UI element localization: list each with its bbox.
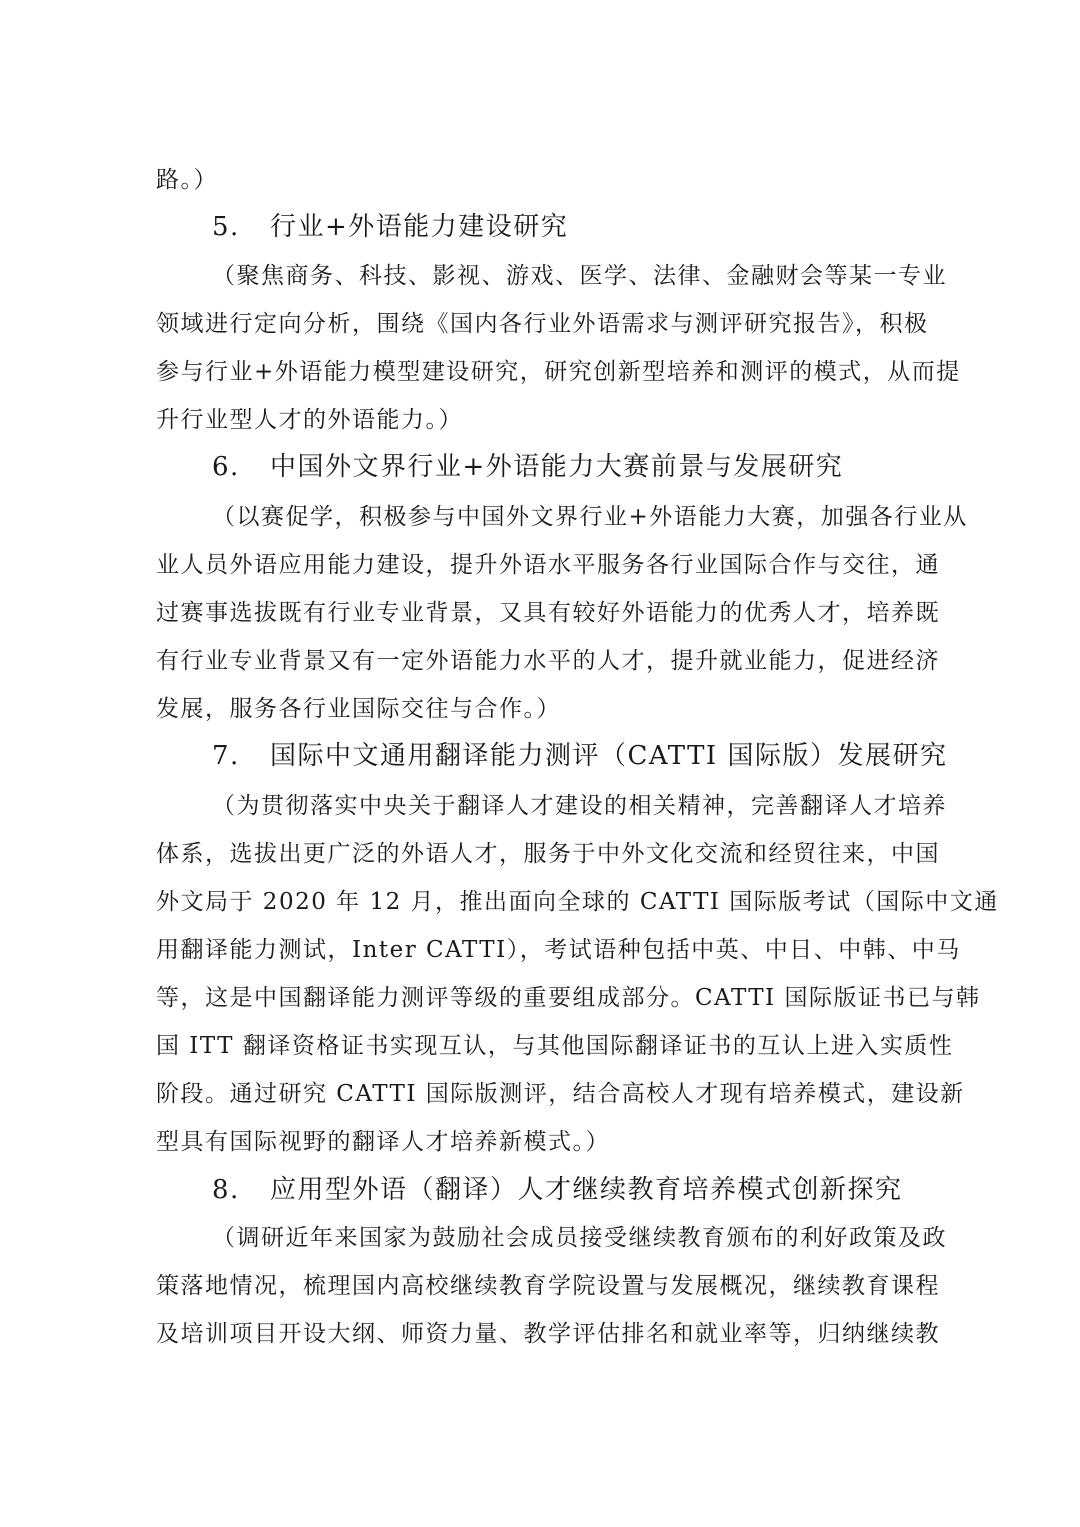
paragraph-line: 业人员外语应用能力建设，提升外语水平服务各行业国际合作与交往，通	[156, 552, 940, 578]
paragraph-line: 外文局于 2020 年 12 月，推出面向全球的 CATTI 国际版考试（国际中文通	[156, 889, 999, 915]
paragraph-line: 用翻译能力测试，Inter CATTI），考试语种包括中英、中日、中韩、中马	[156, 937, 961, 963]
section-title: 行业+外语能力建设研究	[270, 212, 569, 242]
section-title: 中国外文界行业+外语能力大赛前景与发展研究	[270, 452, 844, 482]
paragraph-line: 型具有国际视野的翻译人才培养新模式。）	[156, 1129, 610, 1155]
paragraph-line: 策落地情况，梳理国内高校继续教育学院设置与发展概况，继续教育课程	[156, 1273, 940, 1299]
section-number: 7.	[212, 741, 240, 771]
paragraph-line: 升行业型人才的外语能力。）	[156, 407, 463, 433]
section-8-heading	[212, 1173, 903, 1207]
paragraph-line: （以赛促学，积极参与中国外文界行业+外语能力大赛，加强各行业从	[212, 504, 968, 530]
paragraph-line: 领域进行定向分析，围绕《国内各行业外语需求与测评研究报告》，积极	[156, 311, 929, 337]
section-title: 国际中文通用翻译能力测评（CATTI 国际版）发展研究	[270, 741, 948, 771]
section-6-heading	[212, 450, 843, 484]
section-number: 5.	[212, 212, 240, 242]
paragraph-line: 过赛事选拔既有行业专业背景，又具有较好外语能力的优秀人才，培养既	[156, 600, 940, 626]
paragraph-line: （调研近年来国家为鼓励社会成员接受继续教育颁布的利好政策及政	[212, 1225, 947, 1251]
section-number: 6.	[212, 452, 240, 482]
paragraph-line: 体系，选拔出更广泛的外语人才，服务于中外文化交流和经贸往来，中国	[156, 841, 940, 867]
section-title: 应用型外语（翻译）人才继续教育培养模式创新探究	[270, 1175, 903, 1205]
paragraph-line: 等，这是中国翻译能力测评等级的重要组成部分。CATTI 国际版证书已与韩	[156, 985, 981, 1011]
paragraph-line: 阶段。通过研究 CATTI 国际版测评，结合高校人才现有培养模式，建设新	[156, 1081, 965, 1107]
paragraph-line: 及培训项目开设大纲、师资力量、教学评估排名和就业率等，归纳继续教	[156, 1321, 940, 1347]
continued-text-line: 路。）	[156, 167, 218, 193]
section-7-heading	[212, 739, 947, 773]
section-number: 8.	[212, 1175, 240, 1205]
paragraph-line: 发展，服务各行业国际交往与合作。）	[156, 696, 561, 722]
paragraph-line: （为贯彻落实中央关于翻译人才建设的相关精神，完善翻译人才培养	[212, 793, 947, 819]
paragraph-line: 国 ITT 翻译资格证书实现互认，与其他国际翻译证书的互认上进入实质性	[156, 1033, 954, 1059]
paragraph-line: 参与行业+外语能力模型建设研究，研究创新型培养和测评的模式，从而提	[156, 359, 961, 385]
section-5-heading	[212, 210, 568, 244]
paragraph-line: （聚焦商务、科技、影视、游戏、医学、法律、金融财会等某一专业	[212, 263, 947, 289]
paragraph-line: 有行业专业背景又有一定外语能力水平的人才，提升就业能力，促进经济	[156, 648, 940, 674]
